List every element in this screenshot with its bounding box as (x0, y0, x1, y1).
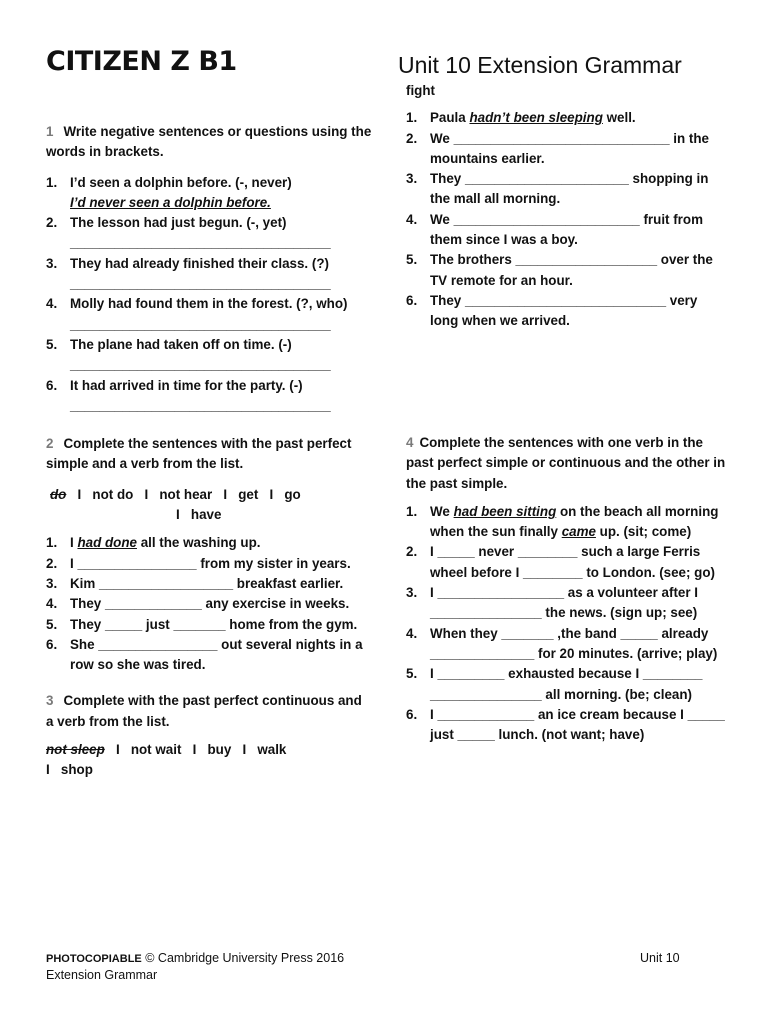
item-text: We (430, 503, 454, 519)
exercise-number: 2 (46, 436, 54, 452)
left-column (46, 122, 372, 781)
word-option: go (284, 486, 301, 502)
item-number: 5. (406, 252, 418, 268)
item-number: 6. (406, 706, 418, 722)
example-answer: I’d never seen a dolphin before. (70, 194, 271, 210)
item-text: I _____________ an ice cream because I _____ just _____ lunch. (not want; have) (430, 706, 725, 743)
copyright-text: © Cambridge University Press 2016 (141, 951, 345, 965)
item-text: The lesson had just begun. (-, yet) (70, 215, 287, 231)
exercise-1-instruction (46, 122, 372, 163)
word-box: not sleep I not wait I buy I walk I shop (46, 742, 287, 778)
item-number: 2. (46, 215, 58, 231)
exercise-2-list (46, 533, 372, 675)
item-number: 2. (406, 130, 418, 146)
item-number: 2. (406, 544, 418, 560)
item-text: up. (sit; come) (595, 524, 692, 540)
item-number: 6. (406, 292, 418, 308)
item-text: Molly had found them in the forest. (?, who) (70, 296, 348, 312)
answer-blank[interactable]: ___________________________________ (70, 235, 331, 251)
exercise-2-instruction (46, 434, 372, 475)
item-number: 4. (406, 211, 418, 227)
footer-subtitle: Extension Grammar (46, 968, 158, 982)
exercise-number: 3 (46, 693, 54, 709)
item-text: We _____________________________ in the mountains earlier. (430, 130, 709, 166)
item-text: It had arrived in time for the party. (-) (70, 377, 303, 393)
exercise-3-instruction (46, 691, 372, 732)
item-number: 6. (46, 636, 58, 652)
word-option: do (50, 486, 67, 502)
word-box: do I not do I not hear I get I go I have (50, 486, 301, 523)
list-item (406, 108, 726, 128)
word-option: not hear (159, 486, 213, 502)
item-text: all the washing up. (136, 535, 261, 551)
list-item (46, 554, 372, 574)
item-number: 3. (46, 255, 58, 271)
right-column (406, 81, 726, 332)
item-text: I _________ exhausted because I ________ _______________ all morning. (be; clean) (430, 666, 703, 702)
item-number: 5. (406, 666, 418, 682)
word-option: not sleep (46, 742, 105, 758)
word-option: have (190, 507, 222, 523)
answer-blank[interactable]: ___________________________________ (70, 316, 331, 332)
example-answer: came (561, 524, 596, 540)
word-option: walk (257, 742, 287, 758)
item-text: When they _______ ,the band _____ already ______________ for 20 minutes. (arrive; play) (430, 625, 718, 661)
list-item (406, 664, 726, 705)
exercise-4 (406, 433, 726, 745)
item-number: 4. (406, 625, 418, 641)
item-text: The brothers ___________________ over the TV remote for an hour. (430, 252, 713, 288)
item-number: 4. (46, 296, 58, 312)
item-text: They _____________ any exercise in weeks. (70, 596, 350, 612)
list-item (46, 574, 372, 594)
list-item (406, 291, 726, 332)
list-item (406, 542, 726, 583)
item-text: I ________________ from my sister in years. (70, 555, 351, 571)
item-number: 3. (46, 575, 58, 591)
list-item (406, 250, 726, 291)
footer-left (46, 950, 344, 983)
list-item (406, 502, 726, 543)
list-item (406, 705, 726, 746)
item-number: 4. (46, 596, 58, 612)
list-item (46, 213, 372, 254)
footer-unit: Unit 10 (640, 951, 680, 965)
example-answer: hadn’t been sleeping (469, 110, 603, 126)
brand-title: CITIZEN Z B1 (46, 46, 237, 77)
word-option: not do (92, 486, 134, 502)
word-list-continuation: fight (406, 83, 435, 98)
list-item (406, 129, 726, 170)
item-number: 3. (406, 171, 418, 187)
list-item (46, 594, 372, 614)
instruction-text: Write negative sentences or questions using the words in brackets. (46, 124, 372, 160)
exercise-number: 1 (46, 124, 54, 139)
list-item (46, 615, 372, 635)
instruction-text: Complete the sentences with one verb in the past perfect simple or continuous and the other in the past simple. (406, 435, 726, 491)
item-text: I _________________ as a volunteer after I _______________ the news. (sign up; see) (430, 585, 699, 621)
exercise-4-instruction (406, 433, 726, 494)
item-number: 6. (46, 377, 58, 393)
exercise-1-list (46, 173, 372, 417)
item-text: I’d seen a dolphin before. (-, never) (70, 174, 292, 190)
unit-title: Unit 10 Extension Grammar (398, 52, 682, 78)
item-number: 1. (406, 110, 418, 126)
item-text: The plane had taken off on time. (-) (70, 336, 292, 352)
word-option: not wait (130, 742, 182, 758)
item-text: Paula (430, 110, 470, 126)
list-item (406, 583, 726, 624)
item-number: 2. (46, 555, 58, 571)
instruction-text: Complete with the past perfect continuous and a verb from the list. (46, 693, 362, 729)
photocopiable-label: PHOTOCOPIABLE (46, 953, 142, 965)
list-item (46, 335, 372, 376)
item-text: They had already finished their class. (?) (70, 255, 329, 271)
item-text: I (70, 535, 78, 551)
item-text: They ___________________________ very long when we arrived. (430, 292, 698, 329)
list-item (406, 624, 726, 665)
list-item (46, 635, 372, 676)
item-number: 5. (46, 336, 58, 352)
exercise-number: 4 (406, 435, 414, 450)
item-text: on the beach all morning when the sun finally (430, 503, 719, 540)
answer-blank[interactable]: ___________________________________ (70, 357, 331, 373)
example-answer: had been sitting (453, 503, 557, 519)
item-number: 1. (46, 174, 58, 190)
item-text: well. (602, 110, 636, 126)
example-answer: had done (77, 535, 137, 551)
word-option: get (238, 486, 259, 502)
answer-blank[interactable]: ___________________________________ (70, 276, 331, 292)
item-number: 3. (406, 585, 418, 601)
answer-blank[interactable]: ___________________________________ (70, 397, 331, 413)
item-text: I _____ never ________ such a large Ferris wheel before I ________ to London. (see; go) (430, 544, 715, 580)
item-text: Kim __________________ breakfast earlier. (70, 575, 344, 591)
word-option: shop (60, 762, 93, 778)
item-number: 5. (46, 616, 58, 632)
list-item (46, 173, 372, 214)
item-text: We _________________________ fruit from them since I was a boy. (430, 211, 703, 248)
exercise-3-list (406, 108, 726, 331)
item-number: 1. (406, 503, 418, 519)
item-text: They ______________________ shopping in the mall all morning. (430, 171, 709, 207)
list-item (406, 210, 726, 251)
word-option: buy (207, 742, 232, 758)
item-text: They _____ just _______ home from the gym. (70, 616, 358, 632)
list-item (406, 169, 726, 210)
item-number: 1. (46, 535, 58, 551)
item-text: She ________________ out several nights in a row so she was tired. (70, 636, 363, 673)
list-item (46, 533, 372, 553)
instruction-text: Complete the sentences with the past perfect simple and a verb from the list. (46, 436, 352, 472)
list-item (46, 376, 372, 417)
list-item (46, 254, 372, 295)
exercise-4-list (406, 502, 726, 746)
list-item (46, 294, 372, 335)
